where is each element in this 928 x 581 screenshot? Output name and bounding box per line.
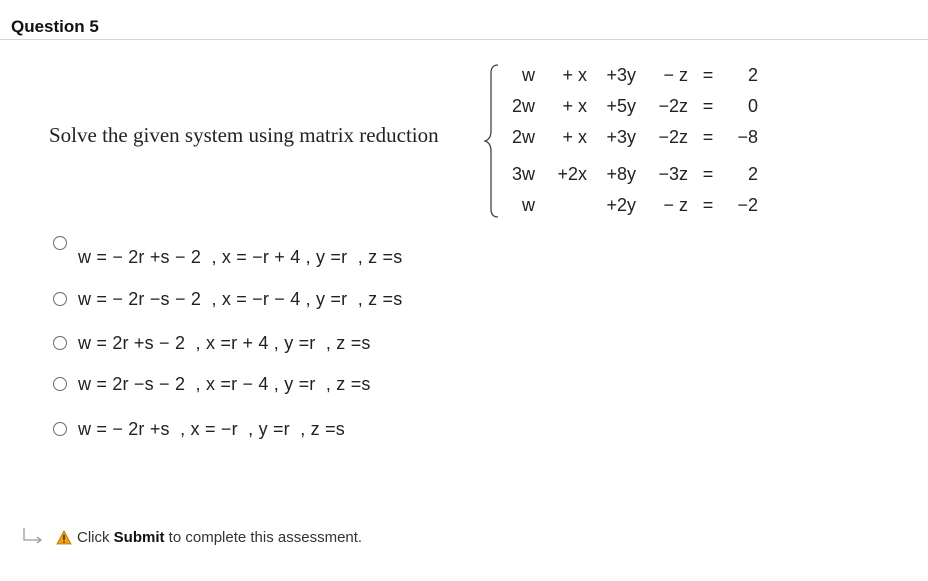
system-brace bbox=[484, 63, 502, 219]
radio-button[interactable] bbox=[53, 236, 67, 250]
term-y: +3y bbox=[606, 65, 636, 85]
term-y: +8y bbox=[606, 164, 636, 184]
equals-sign: = bbox=[702, 96, 714, 116]
rhs-value: 2 bbox=[747, 164, 758, 184]
answer-option-text: w = − 2r +s , x = −r , y =r , z =s bbox=[78, 418, 345, 439]
radio-button[interactable] bbox=[53, 422, 67, 436]
rhs-value: −2 bbox=[737, 195, 758, 215]
radio-button[interactable] bbox=[53, 292, 67, 306]
answer-option-5[interactable] bbox=[53, 417, 345, 441]
equals-sign: = bbox=[702, 65, 714, 85]
return-arrow-icon bbox=[22, 527, 46, 547]
answer-option-3[interactable] bbox=[53, 331, 371, 355]
answer-option-4[interactable] bbox=[53, 372, 371, 396]
term-w: 3w bbox=[511, 164, 535, 184]
term-z: −2z bbox=[658, 96, 688, 116]
term-y: +3y bbox=[606, 127, 636, 147]
problem-prompt: Solve the given system using matrix reduction bbox=[49, 123, 439, 147]
term-w: w bbox=[522, 195, 535, 215]
term-y: +2y bbox=[606, 195, 636, 215]
equals-sign: = bbox=[702, 164, 714, 184]
warning-icon bbox=[56, 530, 72, 545]
answer-option-1[interactable] bbox=[53, 236, 403, 267]
notice-text-pre: Click bbox=[77, 528, 114, 546]
answer-option-text: w = − 2r +s − 2 , x = −r + 4 , y =r , z =s bbox=[78, 246, 403, 267]
answer-option-text: w = 2r +s − 2 , x =r + 4 , y =r , z =s bbox=[78, 332, 371, 353]
question-title: Question 5 bbox=[11, 17, 99, 36]
term-z: −2z bbox=[658, 127, 688, 147]
term-y: +5y bbox=[606, 96, 636, 116]
equals-sign: = bbox=[702, 127, 714, 147]
notice-text-post: to complete this assessment. bbox=[164, 528, 363, 546]
radio-button[interactable] bbox=[53, 377, 67, 391]
answer-option-text: w = 2r −s − 2 , x =r − 4 , y =r , z =s bbox=[78, 373, 371, 394]
term-x: + x bbox=[562, 127, 587, 147]
submit-keyword: Submit bbox=[113, 528, 165, 546]
radio-button[interactable] bbox=[53, 336, 67, 350]
rhs-value: 2 bbox=[747, 65, 758, 85]
answer-option-2[interactable] bbox=[53, 287, 402, 311]
submit-notice bbox=[22, 524, 362, 550]
term-x: + x bbox=[562, 65, 587, 85]
term-w: 2w bbox=[511, 96, 535, 116]
term-x: + x bbox=[562, 96, 587, 116]
equals-sign: = bbox=[702, 195, 714, 215]
term-z: −3z bbox=[658, 164, 688, 184]
term-z: − z bbox=[663, 65, 688, 85]
title-divider bbox=[0, 39, 928, 40]
answer-option-text: w = − 2r −s − 2 , x = −r − 4 , y =r , z =s bbox=[78, 288, 403, 309]
term-w: 2w bbox=[511, 127, 535, 147]
term-z: − z bbox=[663, 195, 688, 215]
rhs-value: −8 bbox=[737, 127, 758, 147]
term-w: w bbox=[522, 65, 535, 85]
rhs-value: 0 bbox=[747, 96, 758, 116]
term-x: +2x bbox=[557, 164, 587, 184]
